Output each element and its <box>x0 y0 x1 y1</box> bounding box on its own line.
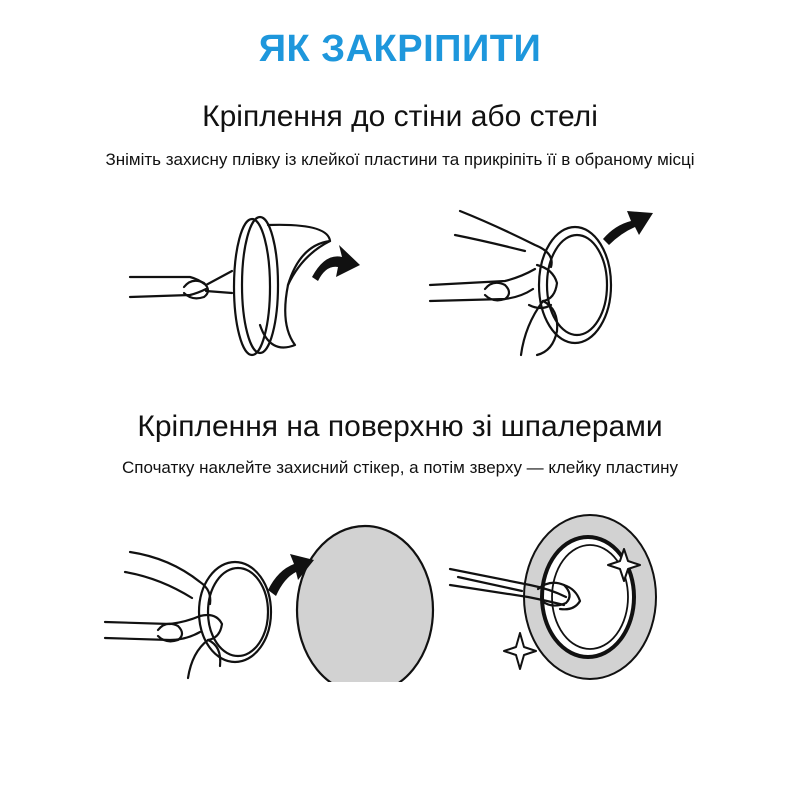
arrow-icon <box>603 211 653 245</box>
protective-sticker <box>297 526 433 682</box>
page-title: ЯК ЗАКРІПИТИ <box>258 28 542 70</box>
apply-sticker-illustration <box>100 512 440 682</box>
sparkle-icon <box>504 633 536 669</box>
press-plate-illustration <box>425 205 675 365</box>
peel-film-illustration <box>120 205 370 365</box>
section-heading-wall: Кріплення до стіни або стелі <box>202 100 598 133</box>
section-description-wall: Зніміть захисну плівку із клейкої пластини та прикріпіть її в обраному місці <box>105 150 695 169</box>
section-description-wallpaper: Спочатку наклейте захисний стікер, а потім зверху — клейку пластину <box>122 458 678 477</box>
section-heading-wallpaper: Кріплення на поверхню зі шпалерами <box>137 410 663 443</box>
arrow-icon <box>312 245 360 281</box>
plate-on-sticker-illustration <box>440 505 670 685</box>
